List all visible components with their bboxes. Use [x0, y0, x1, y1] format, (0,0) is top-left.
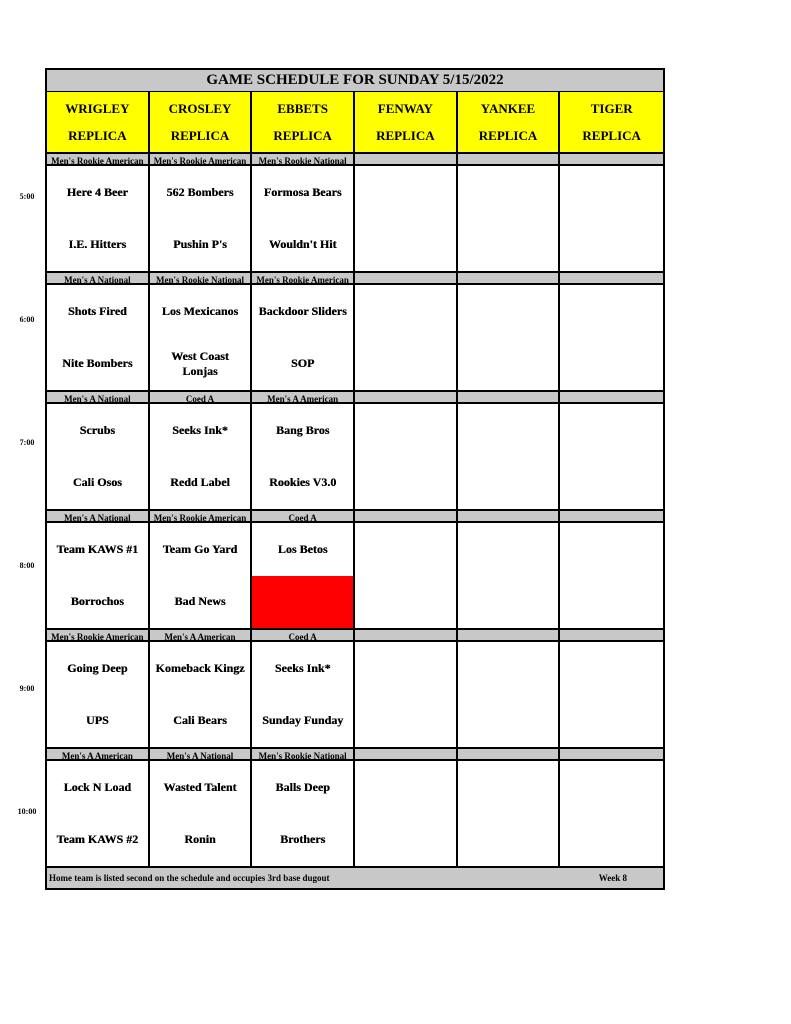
- division-label: [560, 747, 663, 761]
- footer-row: [47, 866, 663, 888]
- division-label: Men's Rookie American: [47, 628, 150, 642]
- game-cell: [252, 404, 355, 509]
- game-cell: [47, 761, 150, 866]
- game-cell: [355, 166, 458, 271]
- home-team: [458, 338, 559, 391]
- division-label: Coed A: [252, 509, 355, 523]
- home-team: Rookies V3.0: [269, 475, 337, 490]
- division-label: [458, 271, 561, 285]
- time-label: 8:00: [19, 561, 35, 570]
- away-team: [355, 404, 456, 457]
- game-cell: [458, 523, 561, 628]
- home-team: Wouldn't Hit: [268, 237, 337, 252]
- division-label: [458, 390, 561, 404]
- home-team: [458, 576, 559, 629]
- away-team: Seeks Ink*: [172, 422, 228, 437]
- home-team: [458, 814, 559, 867]
- away-team: [458, 404, 559, 457]
- field-subtitle: REPLICA: [582, 127, 641, 143]
- field-header-crosley: [150, 92, 253, 152]
- time-label: 7:00: [19, 438, 35, 447]
- away-team: [458, 166, 559, 219]
- division-row: [47, 509, 663, 523]
- division-label: Men's A National: [47, 390, 150, 404]
- home-team: Pushin P's: [173, 237, 227, 252]
- division-label: [560, 509, 663, 523]
- division-label: Men's Rookie National: [252, 747, 355, 761]
- field-header-row: [47, 92, 663, 152]
- division-row: [47, 271, 663, 285]
- away-team: [560, 642, 663, 695]
- field-header-yankee: [458, 92, 561, 152]
- home-team: Nite Bombers: [62, 356, 133, 371]
- game-cell: [47, 285, 150, 390]
- schedule-table: [45, 68, 665, 890]
- division-label: Men's Rookie National: [150, 271, 253, 285]
- away-team: [560, 285, 663, 338]
- game-cell: [355, 642, 458, 747]
- home-team: [355, 695, 456, 748]
- away-team: Lock N Load: [63, 779, 132, 794]
- game-cell: [252, 166, 355, 271]
- field-subtitle: REPLICA: [170, 127, 230, 143]
- home-team: Ronin: [184, 832, 216, 847]
- away-team: [560, 523, 663, 576]
- game-cell: [560, 404, 663, 509]
- division-label: [355, 271, 458, 285]
- away-team: Balls Deep: [275, 779, 330, 794]
- home-team: Redd Label: [170, 475, 230, 490]
- game-cell: [47, 642, 150, 747]
- unassigned-slot-highlight: [252, 576, 353, 629]
- division-label: [355, 628, 458, 642]
- field-name: YANKEE: [480, 100, 536, 116]
- game-cell: [560, 761, 663, 866]
- field-header-fenway: [355, 92, 458, 152]
- away-team: Formosa Bears: [263, 184, 342, 199]
- away-team: [560, 761, 663, 814]
- division-label: [560, 390, 663, 404]
- division-label: Men's A National: [47, 509, 150, 523]
- division-label: Men's A National: [150, 747, 253, 761]
- home-team: Borrochos: [70, 594, 124, 609]
- home-team: [355, 814, 456, 867]
- time-label: 9:00: [19, 684, 35, 693]
- game-cell: [47, 166, 150, 271]
- home-team: Brothers: [280, 832, 326, 847]
- away-team: Team Go Yard: [162, 541, 238, 556]
- away-team: Bang Bros: [275, 422, 330, 437]
- home-team: Bad News: [174, 594, 226, 609]
- away-team: [355, 285, 456, 338]
- home-team: Cali Osos: [72, 475, 122, 490]
- division-label: [355, 152, 458, 166]
- division-label: [458, 747, 561, 761]
- field-subtitle: REPLICA: [68, 127, 127, 143]
- home-team: Sunday Funday: [262, 713, 344, 728]
- game-cell: [150, 285, 253, 390]
- away-team: Los Betos: [277, 541, 328, 556]
- away-team: Seeks Ink*: [274, 660, 331, 675]
- field-header-wrigley: [47, 92, 150, 152]
- division-label: [458, 509, 561, 523]
- division-label: Men's Rookie American: [47, 152, 150, 166]
- away-team: [458, 285, 559, 338]
- game-row: [47, 166, 663, 271]
- division-label: Men's Rookie American: [150, 509, 253, 523]
- home-team: [560, 814, 663, 867]
- game-cell: [150, 166, 253, 271]
- away-team: Backdoor Sliders: [258, 303, 347, 318]
- home-team: [355, 457, 456, 510]
- division-label: [355, 390, 458, 404]
- field-name: FENWAY: [377, 100, 433, 116]
- game-cell: [252, 285, 355, 390]
- away-team: 562 Bombers: [166, 184, 234, 199]
- game-cell: [355, 285, 458, 390]
- division-row: [47, 390, 663, 404]
- game-row: [47, 285, 663, 390]
- home-team: [560, 338, 663, 391]
- game-cell: [47, 404, 150, 509]
- game-cell: [560, 523, 663, 628]
- game-row: [47, 642, 663, 747]
- game-cell: [355, 404, 458, 509]
- division-label: Men's A National: [47, 271, 150, 285]
- time-label: 5:00: [19, 192, 35, 201]
- week-label: Week 8: [598, 873, 627, 883]
- field-subtitle: REPLICA: [273, 127, 332, 143]
- away-team: Shots Fired: [67, 303, 127, 318]
- away-team: [560, 404, 663, 457]
- home-team: Cali Bears: [173, 713, 227, 728]
- away-team: [458, 761, 559, 814]
- away-team: Scrubs: [79, 422, 115, 437]
- home-team: [355, 219, 456, 272]
- home-team: [560, 695, 663, 748]
- time-label: 6:00: [19, 315, 35, 324]
- home-team: [458, 219, 559, 272]
- away-team: [355, 523, 456, 576]
- division-row: [47, 152, 663, 166]
- home-team: [458, 695, 559, 748]
- field-name: CROSLEY: [168, 100, 232, 116]
- division-label: Men's Rookie National: [252, 152, 355, 166]
- game-cell: [252, 523, 355, 628]
- game-cell: [560, 166, 663, 271]
- field-name: WRIGLEY: [65, 100, 130, 116]
- home-team: [560, 457, 663, 510]
- game-cell: [355, 523, 458, 628]
- home-team: [560, 219, 663, 272]
- away-team: Wasted Talent: [163, 779, 237, 794]
- game-row: [47, 523, 663, 628]
- division-label: [560, 628, 663, 642]
- division-label: [355, 747, 458, 761]
- division-label: Men's A American: [150, 628, 253, 642]
- away-team: [458, 642, 559, 695]
- game-cell: [458, 642, 561, 747]
- home-team: [355, 338, 456, 391]
- field-header-ebbets: [252, 92, 355, 152]
- field-subtitle: REPLICA: [376, 127, 435, 143]
- game-cell: [47, 523, 150, 628]
- division-label: Men's Rookie American: [252, 271, 355, 285]
- home-team: UPS: [86, 713, 109, 728]
- division-label: Men's A American: [47, 747, 150, 761]
- away-team: [355, 642, 456, 695]
- field-header-tiger: [560, 92, 663, 152]
- field-name: TIGER: [590, 100, 633, 116]
- away-team: Going Deep: [67, 660, 128, 675]
- game-cell: [252, 761, 355, 866]
- game-cell: [252, 642, 355, 747]
- division-label: [458, 628, 561, 642]
- game-cell: [458, 761, 561, 866]
- game-cell: [560, 642, 663, 747]
- game-row: [47, 404, 663, 509]
- away-team: [458, 523, 559, 576]
- home-team: West Coast Lonjas: [171, 348, 229, 378]
- game-cell: [458, 166, 561, 271]
- division-label: [355, 509, 458, 523]
- away-team: Komeback Kingz: [155, 660, 245, 675]
- division-label: [458, 152, 561, 166]
- time-label: 10:00: [17, 807, 37, 816]
- away-team: Team KAWS #1: [56, 541, 139, 556]
- away-team: Here 4 Beer: [66, 184, 128, 199]
- home-team-note: Home team is listed second on the schedule and occupies 3rd base dugout: [49, 873, 330, 883]
- home-team: [458, 457, 559, 510]
- division-label: [560, 152, 663, 166]
- game-cell: [150, 404, 253, 509]
- home-team: [355, 576, 456, 629]
- home-team: Team KAWS #2: [56, 832, 139, 847]
- away-team: Los Mexicanos: [161, 303, 239, 318]
- field-name: EBBETS: [277, 100, 328, 116]
- division-label: Coed A: [252, 628, 355, 642]
- home-team: I.E. Hitters: [68, 237, 127, 252]
- away-team: [355, 166, 456, 219]
- away-team: [355, 761, 456, 814]
- game-cell: [458, 285, 561, 390]
- away-team: [560, 166, 663, 219]
- game-cell: [458, 404, 561, 509]
- game-cell: [150, 523, 253, 628]
- schedule-title: GAME SCHEDULE FOR SUNDAY 5/15/2022: [47, 70, 663, 92]
- division-label: Men's Rookie American: [150, 152, 253, 166]
- division-label: Coed A: [150, 390, 253, 404]
- division-label: [560, 271, 663, 285]
- game-cell: [150, 761, 253, 866]
- division-label: Men's A American: [252, 390, 355, 404]
- game-cell: [355, 761, 458, 866]
- home-team: [560, 576, 663, 629]
- home-team: SOP: [291, 356, 315, 371]
- game-cell: [150, 642, 253, 747]
- field-subtitle: REPLICA: [478, 127, 538, 143]
- game-row: [47, 761, 663, 866]
- division-row: [47, 628, 663, 642]
- game-cell: [560, 285, 663, 390]
- division-row: [47, 747, 663, 761]
